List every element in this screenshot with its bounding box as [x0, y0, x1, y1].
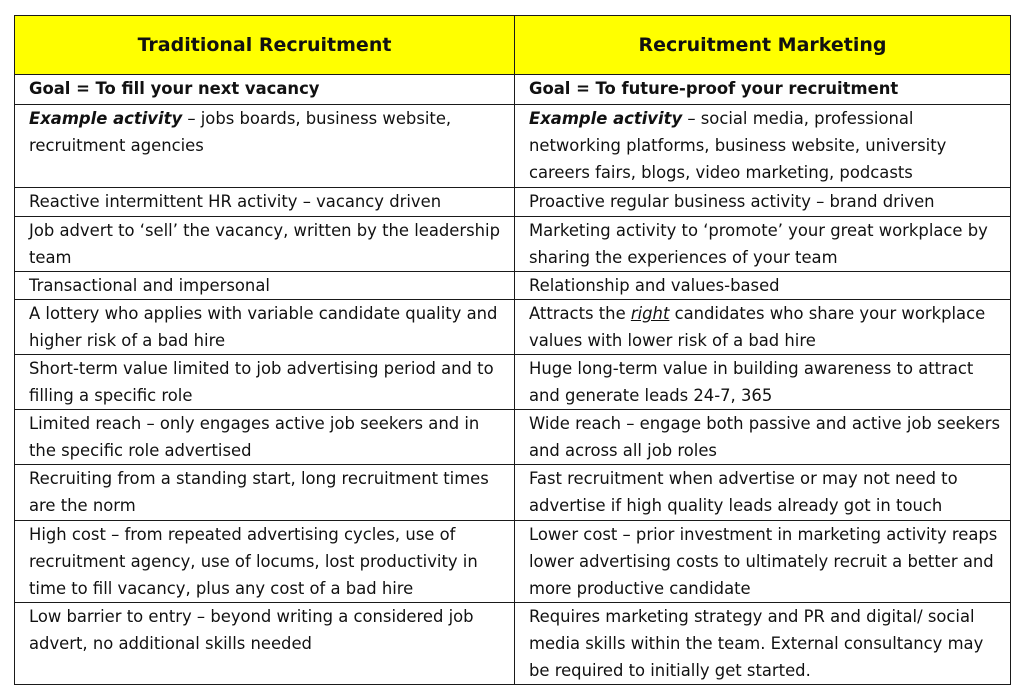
- marketing-text-before: Attracts the: [529, 304, 631, 323]
- example-traditional-cell: [15, 105, 515, 188]
- table-row: [15, 217, 1011, 272]
- table-row: [15, 603, 1011, 685]
- table-row: [15, 521, 1011, 603]
- example-lead-marketing: Example activity: [529, 109, 683, 128]
- marketing-text-after: candidates who share your workplace values with lower risk of a bad hire: [529, 304, 986, 350]
- goal-marketing: Goal = To future-proof your recruitment: [515, 75, 1011, 105]
- traditional-cell: Limited reach – only engages active job seekers and in the specific role advertised: [15, 410, 515, 465]
- marketing-cell: Marketing activity to ‘promote’ your great workplace by sharing the experiences of your team: [515, 217, 1011, 272]
- table-row: [15, 410, 1011, 465]
- goal-row: [15, 75, 1011, 105]
- traditional-cell: Short-term value limited to job advertising period and to filling a specific role: [15, 355, 515, 410]
- traditional-cell: Reactive intermittent HR activity – vacancy driven: [15, 188, 515, 217]
- marketing-cell: Lower cost – prior investment in marketing activity reaps lower advertising costs to ultimately recruit a better and more productive candidate: [515, 521, 1011, 603]
- marketing-cell: Proactive regular business activity – brand driven: [515, 188, 1011, 217]
- traditional-cell: Job advert to ‘sell’ the vacancy, written by the leadership team: [15, 217, 515, 272]
- example-text-traditional: – jobs boards, business website, recruitment agencies: [29, 109, 452, 155]
- table-row: [15, 188, 1011, 217]
- marketing-cell: Requires marketing strategy and PR and digital/ social media skills within the team. External consultancy may be required to initially get started.: [515, 603, 1011, 685]
- marketing-cell: Fast recruitment when advertise or may not need to advertise if high quality leads already got in touch: [515, 465, 1011, 521]
- header-traditional-recruitment: Traditional Recruitment: [15, 16, 515, 75]
- marketing-cell: Huge long-term value in building awareness to attract and generate leads 24-7, 365: [515, 355, 1011, 410]
- goal-traditional: Goal = To fill your next vacancy: [15, 75, 515, 105]
- traditional-cell: Transactional and impersonal: [15, 272, 515, 300]
- header-recruitment-marketing: Recruitment Marketing: [515, 16, 1011, 75]
- traditional-cell: A lottery who applies with variable candidate quality and higher risk of a bad hire: [15, 300, 515, 355]
- header-row: [15, 16, 1011, 75]
- marketing-cell: [515, 300, 1011, 355]
- example-text-marketing: – social media, professional networking platforms, business website, university careers fairs, blogs, video marketing, podcasts: [529, 109, 947, 182]
- traditional-cell: Recruiting from a standing start, long recruitment times are the norm: [15, 465, 515, 521]
- comparison-table: [14, 15, 1011, 685]
- table-row: [15, 355, 1011, 410]
- marketing-cell: Relationship and values-based: [515, 272, 1011, 300]
- emphasis-right-word: right: [630, 304, 670, 323]
- table-row: [15, 272, 1011, 300]
- traditional-cell: High cost – from repeated advertising cycles, use of recruitment agency, use of locums, lost productivity in time to fill vacancy, plus any cost of a bad hire: [15, 521, 515, 603]
- example-activity-row: [15, 105, 1011, 188]
- marketing-cell: Wide reach – engage both passive and active job seekers and across all job roles: [515, 410, 1011, 465]
- table-row: [15, 300, 1011, 355]
- example-lead-traditional: Example activity: [29, 109, 183, 128]
- traditional-cell: Low barrier to entry – beyond writing a considered job advert, no additional skills needed: [15, 603, 515, 685]
- example-marketing-cell: [515, 105, 1011, 188]
- table-row: [15, 465, 1011, 521]
